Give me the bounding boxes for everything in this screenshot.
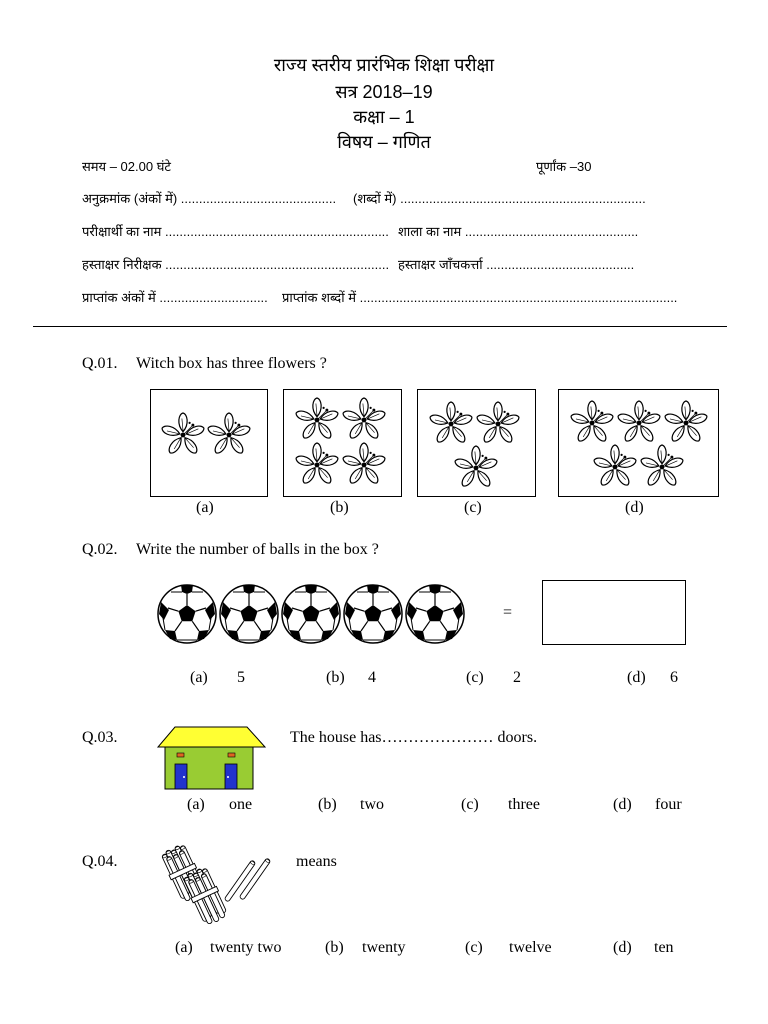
- q2-option-d-label: (d): [627, 669, 646, 686]
- q3-option-d-label: (d): [613, 796, 632, 813]
- q4-option-c-label: (c): [465, 939, 483, 956]
- flower-icon: [295, 443, 339, 485]
- q3-option-b-label: (b): [318, 796, 337, 813]
- checker-signature-field[interactable]: हस्ताक्षर जाँचकर्त्ता .........................................: [398, 257, 635, 272]
- q3-option-a-label: (a): [187, 796, 205, 813]
- q2-number: Q.02.: [82, 541, 118, 558]
- q2-option-c-label: (c): [466, 669, 484, 686]
- flower-icon: [617, 401, 661, 443]
- q1-option-b-box[interactable]: [283, 389, 402, 497]
- q3-text: The house has………………… doors.: [290, 729, 538, 746]
- q2-option-a-label: (a): [190, 669, 208, 686]
- q1-option-d-label: (d): [625, 499, 644, 516]
- q1-text: Witch box has three flowers ?: [136, 355, 327, 372]
- flower-icon: [342, 398, 386, 440]
- q3-option-c-label: (c): [461, 796, 479, 813]
- q3-option-c-value[interactable]: three: [508, 796, 540, 813]
- q4-option-d-label: (d): [613, 939, 632, 956]
- q2-option-d-value[interactable]: 6: [670, 669, 678, 686]
- sticks-bundles-image: [150, 827, 280, 927]
- school-name-field[interactable]: शाला का नाम ................................................: [398, 224, 639, 239]
- flower-icon: [593, 445, 637, 487]
- q1-option-d-box[interactable]: [558, 389, 719, 497]
- q4-option-c-value[interactable]: twelve: [509, 939, 552, 956]
- flower-icon: [342, 443, 386, 485]
- class-label: कक्षा – 1: [353, 107, 415, 127]
- marks-words-field[interactable]: प्राप्तांक शब्दों में ........................................................................................: [282, 290, 678, 305]
- football-icon: [344, 585, 402, 643]
- balls-group: [155, 582, 470, 646]
- marks-digits-field[interactable]: प्राप्तांक अंकों में ..............................: [82, 290, 268, 305]
- q3-number: Q.03.: [82, 729, 118, 746]
- roll-number-words-field[interactable]: (शब्दों में) ....................................................................: [353, 191, 646, 206]
- q3-option-b-value[interactable]: two: [360, 796, 384, 813]
- flower-icon: [640, 445, 684, 487]
- q3-option-d-value[interactable]: four: [655, 796, 682, 813]
- q4-option-b-value[interactable]: twenty: [362, 939, 406, 956]
- q1-option-a-label: (a): [196, 499, 214, 516]
- equals-sign: =: [503, 604, 513, 621]
- invigilator-signature-field[interactable]: हस्ताक्षर निरीक्षक ..............................................................: [82, 257, 390, 272]
- q2-option-a-value[interactable]: 5: [237, 669, 245, 686]
- q1-option-c-label: (c): [464, 499, 482, 516]
- flower-icon: [207, 413, 251, 455]
- q2-option-c-value[interactable]: 2: [513, 669, 521, 686]
- q2-answer-box[interactable]: [542, 580, 686, 645]
- student-name-field[interactable]: परीक्षार्थी का नाम ..............................................................: [82, 224, 389, 239]
- session-label: सत्र 2018–19: [335, 82, 433, 102]
- q2-text: Write the number of balls in the box ?: [136, 541, 379, 558]
- flower-icon: [454, 446, 498, 488]
- football-icon: [158, 585, 216, 643]
- q4-option-a-value[interactable]: twenty two: [210, 939, 282, 956]
- house-image: [155, 724, 267, 792]
- q3-option-a-value[interactable]: one: [229, 796, 253, 813]
- flower-icon: [295, 398, 339, 440]
- subject-label: विषय – गणित: [337, 132, 431, 152]
- football-icon: [282, 585, 340, 643]
- header-divider: [33, 326, 727, 327]
- q4-text: means: [296, 853, 337, 870]
- q4-option-a-label: (a): [175, 939, 193, 956]
- q2-option-b-label: (b): [326, 669, 345, 686]
- flower-icon: [429, 402, 473, 444]
- exam-title: राज्य स्तरीय प्रारंभिक शिक्षा परीक्षा: [273, 55, 495, 75]
- q4-number: Q.04.: [82, 853, 118, 870]
- football-icon: [406, 585, 464, 643]
- q4-option-b-label: (b): [325, 939, 344, 956]
- q1-option-b-label: (b): [330, 499, 349, 516]
- flower-icon: [476, 402, 520, 444]
- q1-option-a-box[interactable]: [150, 389, 268, 497]
- flower-icon: [664, 401, 708, 443]
- q4-option-d-value[interactable]: ten: [654, 939, 674, 956]
- flower-icon: [161, 413, 205, 455]
- flower-icon: [570, 401, 614, 443]
- q1-number: Q.01.: [82, 355, 118, 372]
- football-icon: [220, 585, 278, 643]
- max-marks-label: पूर्णांक –30: [536, 159, 592, 174]
- q2-option-b-value[interactable]: 4: [368, 669, 376, 686]
- q1-option-c-box[interactable]: [417, 389, 536, 497]
- roll-number-digits-field[interactable]: अनुक्रमांक (अंकों में) ...........................................: [82, 191, 337, 206]
- time-label: समय – 02.00 घंटे: [82, 159, 171, 174]
